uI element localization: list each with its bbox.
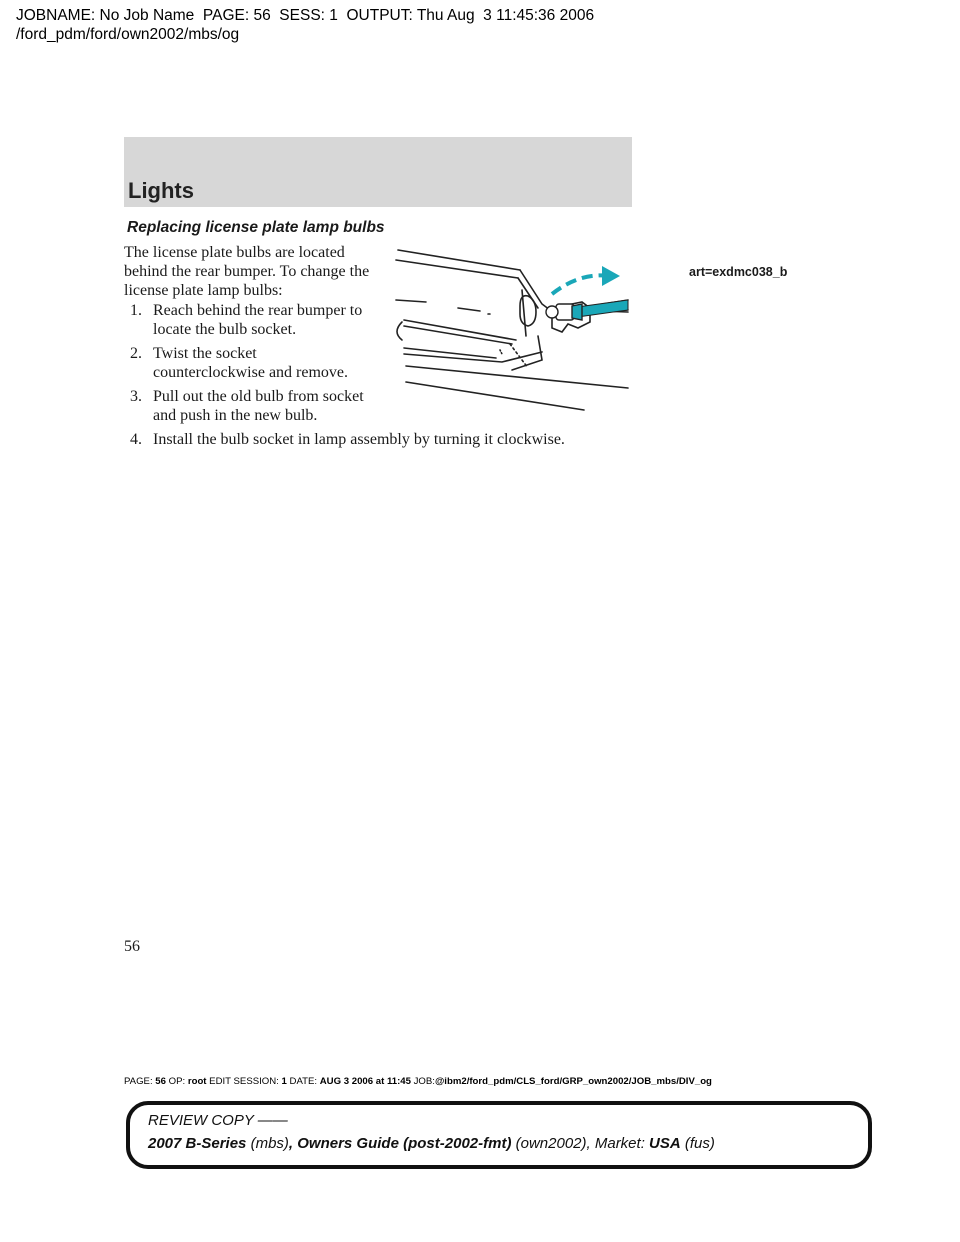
session-label: EDIT SESSION: (209, 1076, 279, 1087)
step-item (124, 301, 369, 339)
op-label: OP: (168, 1076, 186, 1087)
recess-top (404, 320, 516, 340)
guide-name: Owners Guide (post-2002-fmt) (297, 1135, 512, 1152)
dash-line (458, 308, 480, 311)
bumper-top-edge-inner (396, 260, 518, 278)
intro-paragraph: The license plate bulbs are located behind the rear bumper. To change the license plate lamp bulbs: (124, 244, 370, 299)
job-label: JOB: (413, 1076, 435, 1087)
op-value: root (187, 1076, 207, 1087)
dotted-guide (500, 350, 502, 354)
arrow-head (602, 266, 620, 286)
art-label: art=exdmc038_b (689, 265, 788, 279)
job-header-line1: JOBNAME: No Job Name PAGE: 56 SESS: 1 OUTPUT: Thu Aug 3 11:45:36 2006 (16, 7, 595, 24)
page-label: PAGE: (124, 1076, 153, 1087)
date-value: AUG 3 2006 at 11:45 (319, 1076, 411, 1087)
step-text: Install the bulb socket in lamp assembly by turning it clockwise. (153, 431, 565, 448)
page-number: 56 (124, 938, 140, 955)
recess-bottom (404, 348, 496, 358)
session-value: 1 (281, 1076, 287, 1087)
recess-curve (397, 322, 402, 340)
subheading: Replacing license plate lamp bulbs (127, 219, 385, 236)
step-number: 2. (130, 345, 142, 362)
review-copy-label: REVIEW COPY —— (148, 1112, 288, 1129)
step-text: Twist the socket counterclockwise and remove. (153, 345, 349, 381)
job-value: @ibm2/ford_pdm/CLS_ford/GRP_own2002/JOB_mbs/DIV_og (434, 1076, 712, 1087)
page-info-line (124, 1076, 712, 1087)
review-copy-details (148, 1135, 715, 1152)
section-band (124, 137, 632, 207)
review-copy-box (126, 1101, 872, 1169)
guide-code: (own2002) (515, 1135, 587, 1152)
license-plate-lamp-illustration (392, 248, 642, 418)
step-item (124, 430, 653, 449)
dash-line (396, 300, 426, 302)
step-text: Reach behind the rear bumper to locate the bulb socket. (153, 302, 363, 338)
market-name: USA (649, 1135, 681, 1152)
bumper-lower-edge (406, 366, 628, 388)
job-header-line2: /ford_pdm/ford/own2002/mbs/og (16, 26, 240, 43)
step-number: 1. (130, 302, 142, 319)
model-name: 2007 B-Series (148, 1135, 247, 1152)
removal-arrow (552, 275, 610, 294)
bumper-top-edge (398, 250, 520, 270)
separator: , (288, 1135, 294, 1152)
market-code: (fus) (684, 1135, 715, 1152)
step-number: 3. (130, 388, 142, 405)
step-text: Pull out the old bulb from socket and push in the new bulb. (153, 388, 364, 424)
bumper-bottom-edge (406, 382, 584, 410)
section-title: Lights (128, 178, 194, 203)
date-label: DATE: (289, 1076, 318, 1087)
page-value: 56 (155, 1076, 166, 1087)
job-header (16, 6, 594, 44)
bulb-socket (546, 304, 582, 320)
step-item (124, 344, 369, 382)
market-label: , Market: (586, 1135, 645, 1152)
model-code: (mbs) (250, 1135, 289, 1152)
step-number: 4. (130, 431, 142, 448)
step-item (124, 387, 369, 425)
recess-bottom-2 (404, 352, 542, 362)
recess-top-2 (404, 326, 512, 344)
